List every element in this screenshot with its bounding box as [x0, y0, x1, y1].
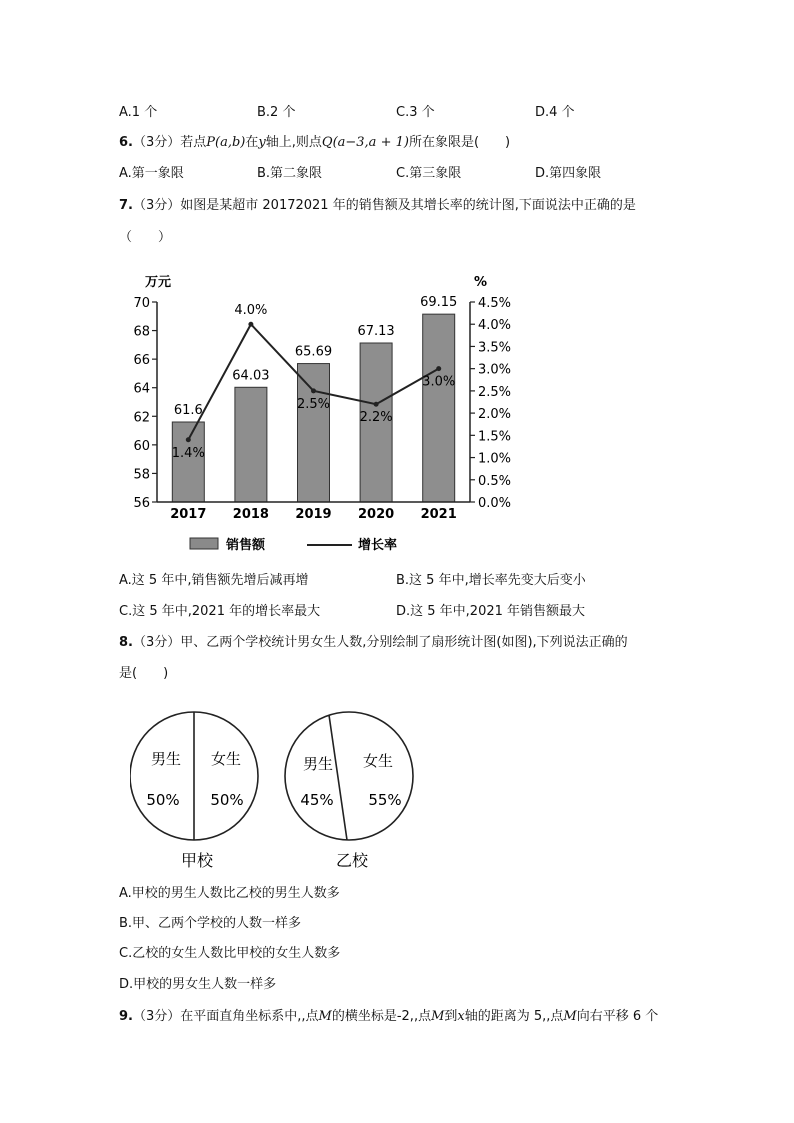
pie-b-divider	[329, 715, 347, 840]
pie-a-girl-label: 女生	[210, 750, 242, 768]
q5-option-b[interactable]: B.2 个	[257, 105, 296, 120]
left-tick-label: 56	[133, 496, 150, 511]
right-tick-label: 0.0%	[478, 496, 512, 511]
legend-bar-label: 销售额	[226, 538, 266, 553]
x-tick-label: 2021	[420, 507, 457, 522]
legend-bar-swatch	[190, 538, 218, 549]
left-tick-label: 66	[133, 353, 150, 369]
x-tick-label: 2018	[232, 507, 269, 522]
right-tick-label: 2.0%	[478, 407, 512, 423]
point-q: Q(a−3,a + 1)	[321, 135, 409, 150]
q7-option-d[interactable]: D.这 5 年中,2021 年销售额最大	[396, 604, 586, 619]
q5-option-c[interactable]: C.3 个	[396, 105, 435, 120]
q7-option-a[interactable]: A.这 5 年中,销售额先增后减再增	[119, 573, 309, 588]
q9-number: 9.	[119, 1009, 133, 1024]
growth-rate-label: 2.5%	[296, 396, 331, 412]
right-tick-label: 2.5%	[478, 384, 512, 400]
legend-line-label: 增长率	[358, 538, 398, 553]
left-tick-label: 60	[133, 438, 150, 454]
pie-b-girl-pct: 55%	[368, 791, 402, 809]
pie-b-caption: 乙校	[335, 851, 369, 870]
q6-option-d[interactable]: D.第四象限	[535, 166, 602, 181]
q8-option-a[interactable]: A.甲校的男生人数比乙校的男生人数多	[119, 886, 340, 901]
right-tick-label: 0.5%	[478, 473, 512, 489]
bar-2021	[423, 314, 455, 502]
q9-score: （3分）	[132, 1009, 181, 1024]
bar-value-label: 69.15	[420, 295, 458, 311]
q8-option-c[interactable]: C.乙校的女生人数比甲校的女生人数多	[119, 946, 341, 961]
q8-option-d[interactable]: D.甲校的男女生人数一样多	[119, 977, 277, 992]
q6-option-a[interactable]: A.第一象限	[119, 166, 184, 181]
bar-2018	[235, 387, 267, 502]
bar-value-label: 61.6	[173, 403, 203, 418]
x-tick-label: 2019	[295, 507, 332, 522]
pie-a-boy-label: 男生	[150, 750, 182, 768]
growth-point-2017	[186, 437, 191, 442]
growth-point-2021	[436, 366, 441, 371]
q6-score: （3分）	[132, 135, 181, 150]
growth-rate-label: 1.4%	[171, 445, 205, 461]
q5-option-d[interactable]: D.4 个	[535, 105, 575, 120]
pie-b-boy-pct: 45%	[300, 791, 334, 809]
right-tick-label: 3.0%	[478, 362, 512, 378]
left-tick-label: 58	[133, 467, 150, 483]
q6-option-c[interactable]: C.第三象限	[396, 166, 462, 181]
pie-b-girl-label: 女生	[362, 752, 394, 770]
q8-stem-cont: 是( )	[119, 666, 169, 681]
x-tick-label: 2017	[170, 507, 207, 522]
growth-point-2018	[248, 322, 253, 327]
q7-stem: 7.（3分）如图是某超市 20172021 年的销售额及其增长率的统计图,下面说法中正确的是	[119, 198, 636, 213]
right-tick-label: 4.5%	[478, 296, 512, 311]
left-tick-label: 68	[133, 324, 150, 340]
q7-option-c[interactable]: C.这 5 年中,2021 年的增长率最大	[119, 604, 321, 619]
bar-value-label: 67.13	[357, 324, 395, 339]
growth-point-2019	[311, 388, 316, 393]
bar-value-label: 65.69	[294, 344, 333, 360]
q7-score: （3分）	[132, 198, 181, 213]
growth-rate-label: 4.0%	[234, 303, 268, 319]
right-tick-label: 1.5%	[478, 429, 512, 445]
left-tick-label: 70	[133, 296, 150, 311]
q7-option-b[interactable]: B.这 5 年中,增长率先变大后变小	[396, 573, 586, 588]
right-tick-label: 1.0%	[478, 451, 512, 467]
sales-growth-chart	[130, 265, 530, 565]
point-p: P(a,b)	[206, 135, 246, 150]
q6-number: 6.	[119, 135, 133, 150]
pie-b-boy-label: 男生	[302, 755, 334, 773]
q8-number: 8.	[119, 635, 133, 650]
left-tick-label: 62	[133, 410, 150, 426]
q7-bracket: （ ）	[119, 230, 172, 245]
bar-2017	[172, 422, 204, 502]
q8-option-b[interactable]: B.甲、乙两个学校的人数一样多	[119, 916, 302, 931]
x-tick-label: 2020	[358, 507, 395, 522]
left-tick-label: 64	[133, 381, 150, 397]
q7-number: 7.	[119, 198, 133, 213]
chart-right-unit: %	[474, 275, 488, 290]
bar-value-label: 64.03	[232, 368, 270, 384]
bar-2019	[298, 364, 330, 502]
pie-a-girl-pct: 50%	[210, 791, 244, 809]
q8-stem: 8.（3分）甲、乙两个学校统计男女生人数,分别绘制了扇形统计图(如图),下列说法正确的	[119, 635, 628, 650]
right-tick-label: 4.0%	[478, 318, 512, 334]
growth-point-2020	[374, 402, 379, 407]
q6-stem: 6.（3分）若点P(a,b)在y轴上,则点Q(a−3,a + 1)所在象限是( )	[119, 135, 511, 150]
q8-score: （3分）	[132, 635, 181, 650]
pie-a-caption: 甲校	[180, 851, 214, 870]
q9-stem: 9.（3分）在平面直角坐标系中,,点M的横坐标是-2,,点M到x轴的距离为 5,,点M向右平移 6 个	[119, 1009, 659, 1024]
growth-rate-label: 2.2%	[359, 410, 393, 426]
growth-rate-label: 3.0%	[422, 374, 456, 390]
right-tick-label: 3.5%	[478, 340, 512, 356]
pie-charts	[130, 700, 430, 875]
q6-option-b[interactable]: B.第二象限	[257, 166, 323, 181]
pie-a-boy-pct: 50%	[146, 791, 180, 809]
pie-b-circle	[285, 712, 413, 840]
chart-left-unit: 万元	[145, 275, 172, 290]
q5-option-a[interactable]: A.1 个	[119, 105, 158, 120]
